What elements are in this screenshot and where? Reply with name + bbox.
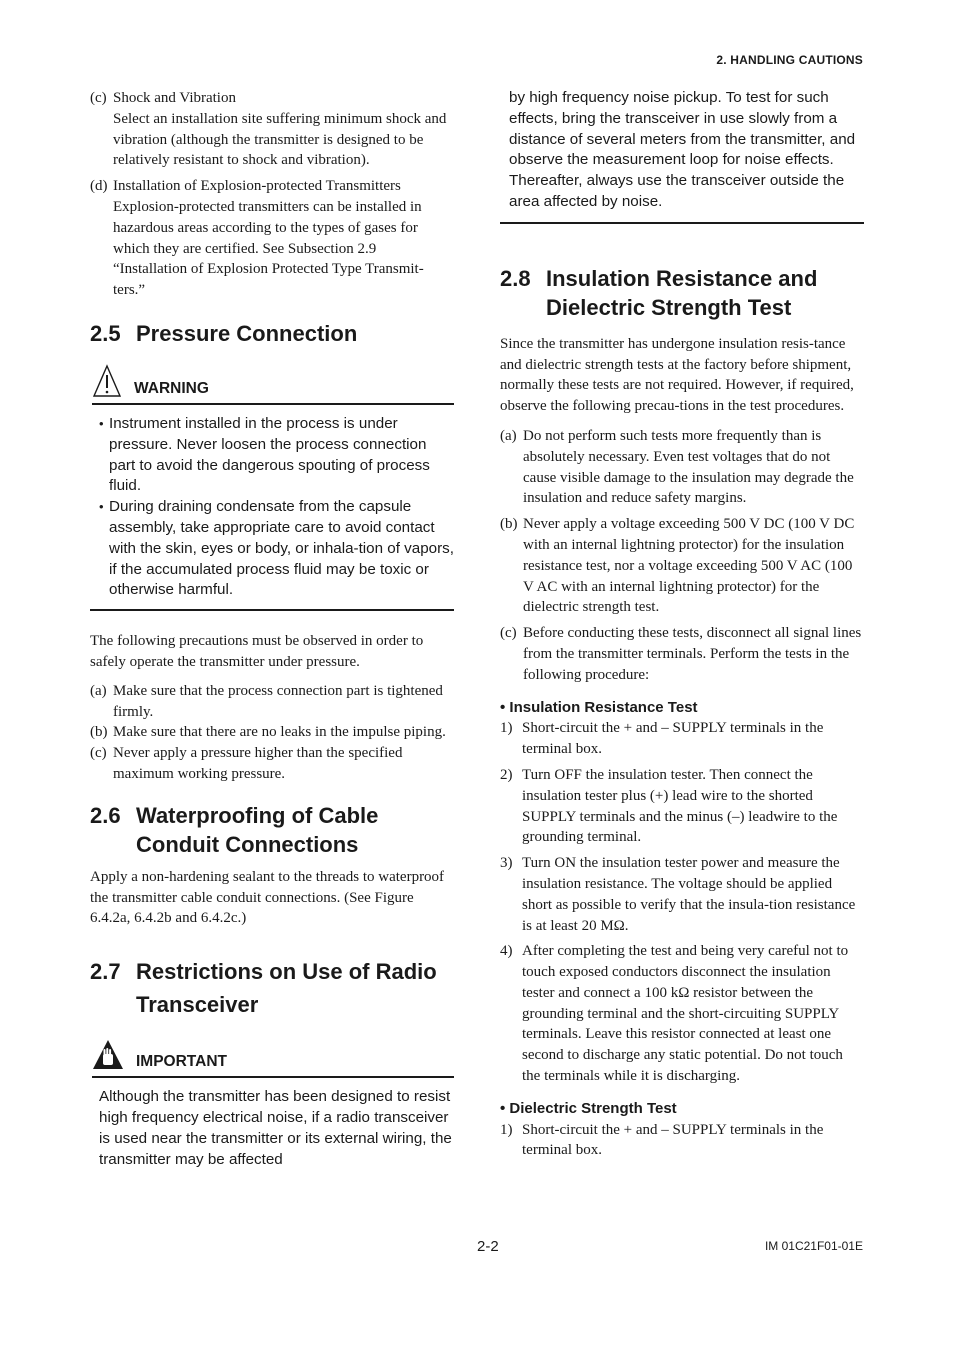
stop-hand-icon xyxy=(92,1039,124,1071)
warning-item: • Instrument installed in the process is under pressure. Never loosen the process connection part to avoid the dangerous spouting of process fluid. xyxy=(99,414,454,497)
warning-callout xyxy=(90,364,454,611)
list-item: (c) Before conducting these tests, disconnect all signal lines from the transmitter terminals. Perform the tests in the following procedure: xyxy=(500,625,862,683)
list-item: (d) Installation of Explosion-protected Transmitters Explosion-protected transmitters can be installed in hazardous areas according to the types of gases for which they are certified. See Subsection 2.9 “Installation of Explosion Protected Type Transmit-ters.” xyxy=(90,178,424,299)
section-heading-2-8: 2.8 Insulation Resistance and Dielectric Strength Test xyxy=(500,265,818,320)
list-item: (a) Do not perform such tests more frequently than is absolutely necessary. Even test voltages that do not cause visible damage to the insulation may degrade the insulation and reduce safety margins. xyxy=(500,427,854,507)
important-callout xyxy=(90,1039,454,1170)
section-heading-2-7: 2.7 Restrictions on Use of Radio Transceiver xyxy=(90,959,437,1018)
important-text: Although the transmitter has been designed to resist high frequency electrical noise, if a radio transceiver is used near the transmitter or its external wiring, the transmitter may be affected xyxy=(99,1088,452,1168)
right-column xyxy=(500,88,864,1166)
warning-triangle-icon xyxy=(92,364,122,398)
subsection-title-dielectric-strength: • Dielectric Strength Test xyxy=(500,1099,677,1117)
paragraph: Apply a non-hardening sealant to the threads to waterproof the transmitter cable conduit connections. (See Figure 6.4.2a, 6.4.2b and 6.4.2c.) xyxy=(90,868,445,927)
list-item: 3) Turn ON the insulation tester power and measure the insulation resistance. The voltage should be applied short as possible to verify that the insula-tion resistance is at least 20 MΩ. xyxy=(500,855,856,934)
list-item: (c) Shock and Vibration Select an installation site suffering minimum shock and vibration (although the transmitter is designed to be relatively resistant to shock and vibration). xyxy=(90,90,447,169)
important-label: IMPORTANT xyxy=(136,1053,227,1071)
subsection-title-insulation-resistance: • Insulation Resistance Test xyxy=(500,698,698,716)
list-item: 4) After completing the test and being very careful not to touch exposed conductors disconnect the insulation tester and connect a 100 kΩ resistor between the grounding terminal and the short-circuiting SUPPLY terminals. Leave this resistor connected at least one second to discharge any static potential. Do not touch the terminals while it is discharging. xyxy=(500,943,849,1085)
left-column xyxy=(90,88,454,1170)
list-item: 1) Short-circuit the + and – SUPPLY terminals in the terminal box. xyxy=(500,1121,824,1159)
list-item: 2) Turn OFF the insulation tester. Then connect the insulation tester plus (+) lead wire to the shorted SUPPLY terminals and the minus (–) leadwire to the grounding terminal. xyxy=(500,766,838,846)
page-number: 2-2 xyxy=(477,1238,499,1255)
important-text-continued: by high frequency noise pickup. To test for such effects, bring the transceiver in use slowly from a distance of several meters from the transmitter, and observe the measurement loop for noise effects. Thereafter, always use the transceiver outside the area affected by noise. xyxy=(509,89,856,210)
divider xyxy=(500,222,864,224)
list-item: (a) Make sure that the process connection part is tightened firmly. xyxy=(90,682,443,720)
list-item: (c) Never apply a pressure higher than the specified maximum working pressure. xyxy=(90,745,403,782)
document-id: IM 01C21F01-01E xyxy=(764,1239,863,1253)
paragraph: Since the transmitter has undergone insulation resis-tance and dielectric strength tests at the factory before shipment, normally these tests are not required. However, if required, observe the following precau-tions in the test procedures. xyxy=(500,335,854,415)
paragraph: The following precautions must be observed in order to safely operate the transmitter under pressure. xyxy=(90,633,424,670)
section-heading-2-6: 2.6 Waterproofing of Cable Conduit Connections xyxy=(90,802,379,857)
running-header: 2. HANDLING CAUTIONS xyxy=(716,53,863,67)
list-item: 1) Short-circuit the + and – SUPPLY terminals in the terminal box. xyxy=(500,720,824,758)
divider xyxy=(90,609,454,611)
warning-label: WARNING xyxy=(134,379,209,397)
section-heading-2-5: 2.5 Pressure Connection xyxy=(90,320,358,346)
list-item: (b) Make sure that there are no leaks in the impulse piping. xyxy=(90,724,446,741)
warning-item: • During draining condensate from the capsule assembly, take appropriate care to avoid contact with the skin, eyes or body, or inhala-tion of vapors, if the accumulated process fluid may be toxic or otherwise harmful. xyxy=(99,497,454,601)
list-item: (b) Never apply a voltage exceeding 500 V DC (100 V DC with an internal lightning protector) for the insulation resistance test, nor a voltage exceeding 500 V AC (100 V AC with an internal lightning protector) for the dielectric strength test. xyxy=(500,516,855,616)
